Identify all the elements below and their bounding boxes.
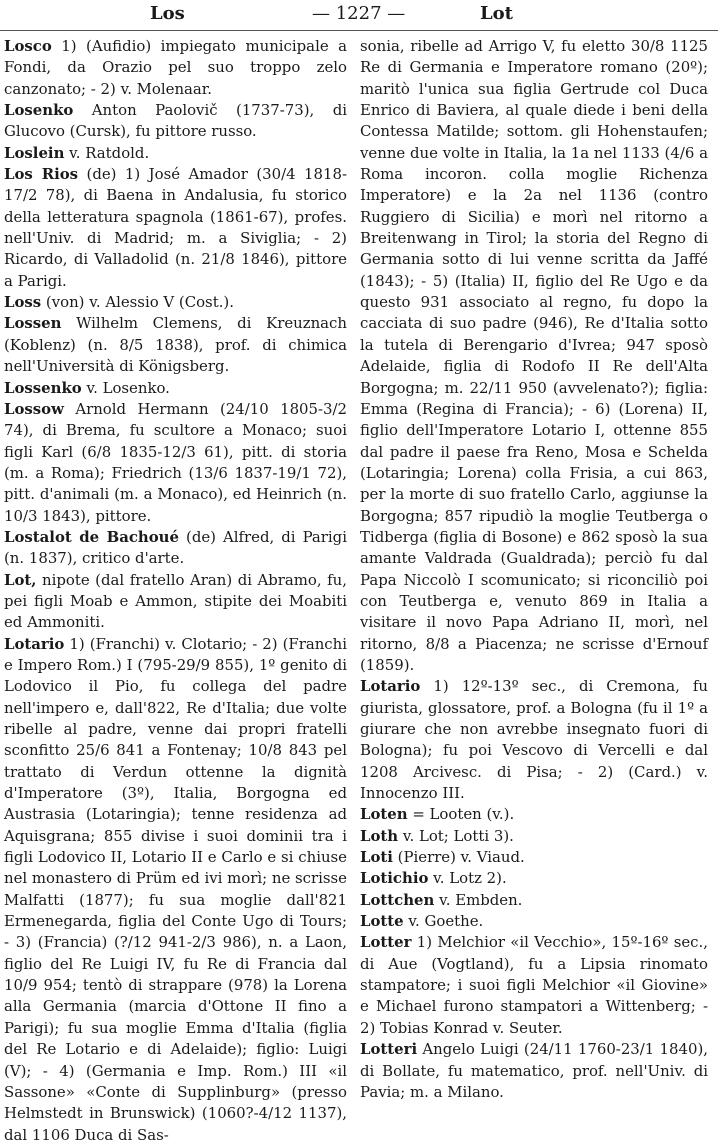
entry (4, 100, 347, 143)
header-right-guide-word: Lot (480, 3, 513, 24)
entry-text: v. Goethe. (403, 912, 484, 931)
entry (360, 676, 708, 804)
entry (360, 868, 708, 889)
headword: Lossow (4, 399, 64, 418)
entry-continuation (360, 36, 708, 676)
headword: Lotter (360, 933, 412, 952)
entry (360, 932, 708, 1039)
headword: Lot, (4, 570, 37, 589)
headword: Lotario (360, 677, 421, 696)
headword: Loti (360, 848, 393, 867)
entry (4, 570, 347, 634)
entry-text: Anton Paolovič (1737-73), di Glucovo (Cursk), fu pittore russo. (4, 101, 347, 141)
entry-text: v. Lot; Lotti 3). (398, 826, 514, 845)
entry (4, 378, 347, 399)
entry (4, 36, 347, 100)
entry-text: (Pierre) v. Viaud. (392, 848, 525, 867)
headword: Los Rios (4, 165, 79, 184)
entry-text: v. Lotz 2). (428, 869, 507, 888)
headword: Lotte (360, 912, 404, 931)
entry (4, 527, 347, 570)
entry-text: Wilhelm Clemens, di Kreuznach (Koblenz) (n. 8/5 1838), prof. di chimica nell'Università di Königsberg. (4, 314, 347, 376)
entry-text: 1) Melchior «il Vecchio», 15º-16º sec., di Aue (Vogtland), fu a Lipsia rinomato stampatore; i suoi figli Melchior «il Giovine» e Michael furono stampatori a Wittenberg; - 2) Tobias Konrad v. Seuter. (360, 933, 708, 1037)
entry-text: (de) 1) José Amador (30/4 1818-17/2 78), di Baena in Andalusia, fu storico della letteratura spagnola (1861-67), profes. nell'Univ. di Madrid; m. a Siviglia; - 2) Ricardo, di Valladolid (n. 21/8 1846), pittore a Parigi. (4, 165, 347, 290)
entry (4, 399, 347, 527)
headword: Loslein (4, 143, 65, 162)
entry (360, 804, 708, 825)
headword: Losco (4, 37, 52, 55)
headword: Loten (360, 805, 408, 824)
entry (360, 826, 708, 847)
entry-text: v. Ratdold. (64, 143, 150, 162)
entry-text: sonia, ribelle ad Arrigo V, fu eletto 30/8 1125 Re di Germania e Imperatore romano (20º); maritò l'unica sua figlia Gertrude col Duca Enrico di Baviera, al quale diede i beni della Contessa Matilde; sottom. gli Hohenstaufen; venne due volte in Italia, la 1a nel 1133 (4/6 a Roma incoron. colla moglie Richenza Imperatore) e la 2a nel 1136 (contro Ruggiero di Sicilia) e morì nel ritorno a Breitenwang in Tirol; la storia del Regno di Germania sotto di lui venne scritta da Jaffé (1843); - 5) (Italia) II, figlio del Re Ugo e da questo 931 associato al regno, fu dopo la cacciata di suo padre (946), Re d'Italia sotto la tutela di Berengario d'Ivrea; 947 sposò Adelaide, figlia di Rodofo II Re dell'Alta Borgogna; m. 22/11 950 (avvelenato?); figlia: Emma (Regina di Francia); - 6) (Lorena) II, figlio dell'Imperatore Lotario I, ottenne 855 dal padre il paese fra Reno, Mosa e Schelda (Lotaringia; Lorena) colla Frisia, a cui 863, per la morte di suo fratello Carlo, aggiunse la Borgogna; 857 ripudiò la moglie Teutberga o Tidberga (figlia di Bosone) e 862 sposò la sua amante Valdrada (Gualdrada); perciò fu dal Papa Niccolò I scomunicato; si riconciliò poi con Teutberga e, venuto 869 in Italia a visitare il novo Papa Adriano II, morì, nel ritorno, 8/8 a Piacenza; ne scrisse d'Ernouf (1859). (360, 37, 708, 674)
header-left-guide-word: Los (150, 3, 185, 24)
headword: Lostalot de Bachoué (4, 527, 179, 546)
headword: Losenko (4, 101, 74, 120)
entry-text: = Looten (v.). (407, 805, 515, 824)
headword: Lotario (4, 634, 65, 653)
headword: Loth (360, 826, 399, 845)
left-column (4, 36, 347, 1144)
entry (360, 911, 708, 932)
headword: Lossen (4, 314, 62, 333)
headword: Lotichio (360, 869, 429, 888)
entry-text: 1) (Franchi) v. Clotario; - 2) (Franchi e Impero Rom.) I (795-29/9 855), 1º genito di Lodovico il Pio, fu collega del padre nell'impero e, dall'822, Re d'Italia; due volte ribelle al padre, venne dai propri fratelli sconfitto 25/6 841 a Fontenay; 10/8 843 pel trattato di Verdun ottenne la dignità d'Imperatore (3º), Italia, Borgogna ed Austrasia (Lotaringia); tenne residenza ad Aquisgrana; 855 divise i suoi dominii tra i figli Lodovico II, Lotario II e Carlo e si chiuse nel monastero di Prüm ed ivi morì; ne scrisse Malfatti (1877); fu sua moglie dall'821 Ermenegarda, figlia del Conte Ugo di Tours; - 3) (Francia) (?/12 941-2/3 986), n. a Laon, figlio del Re Luigi IV, fu Re di Francia dal 10/9 954; tentò di strappare (978) la Lorena alla Germania (marcia d'Ottone II fino a Parigi); fu sua moglie Emma d'Italia (figlia del Re Lotario e di Adelaide); figlio: Luigi (V); - 4) (Germania e Imp. Rom.) III «il Sassone» «Conte di Supplinburg» (presso Helmstedt in Brunswick) (1060?-4/12 1137), dal 1106 Duca di Sas- (4, 634, 347, 1144)
entry-text: nipote (dal fratello Aran) di Abramo, fu, pei figli Moab e Ammon, stipite dei Moabiti ed Ammoniti. (4, 570, 347, 632)
entry (4, 164, 347, 292)
headword: Lotteri (360, 1040, 418, 1059)
entry-text: (de) Alfred, di Parigi (n. 1837), critico d'arte. (4, 527, 347, 568)
page-number: — 1227 — (312, 3, 406, 24)
headword: Loss (4, 293, 42, 312)
entry (4, 143, 347, 164)
entry-text: v. Losenko. (81, 378, 170, 397)
entry-text: (von) v. Alessio V (Cost.). (41, 293, 234, 312)
entry (4, 634, 347, 1146)
entry-text: v. Embden. (434, 890, 523, 909)
entry-text: Arnold Hermann (24/10 1805-3/2 74), di Brema, fu scultore a Monaco; suoi figli Karl (6/8 1835-12/3 61), pitt. di storia (m. a Roma); Friedrich (13/6 1837-19/1 72), pitt. d'animali (m. a Monaco), ed Heinrich (n. 10/3 1843), pittore. (4, 399, 347, 525)
right-column (360, 36, 708, 1126)
headword: Lossenko (4, 378, 82, 397)
entry (4, 313, 347, 377)
entry (360, 1039, 708, 1103)
headword: Lottchen (360, 890, 435, 909)
entry-text: 1) 12º-13º sec., di Cremona, fu giurista, glossatore, prof. a Bologna (fu il 1º a giurare che non avrebbe insegnato fuori di Bologna); fu poi Vescovo di Vercelli e dal 1208 Arcivesc. di Pisa; - 2) (Card.) v. Innocenzo III. (360, 677, 708, 803)
page-header (0, 0, 718, 31)
entry (4, 292, 347, 313)
entry (360, 847, 708, 868)
entry-text: 1) (Aufidio) impiegato municipale a Fondi, da Orazio pel suo troppo zelo canzonato; - 2) v. Molenaar. (4, 37, 347, 98)
entry (360, 890, 708, 911)
entry-text: Angelo Luigi (24/11 1760-23/1 1840), di Bollate, fu matematico, prof. nell'Univ. di Pavia; m. a Milano. (360, 1040, 708, 1101)
